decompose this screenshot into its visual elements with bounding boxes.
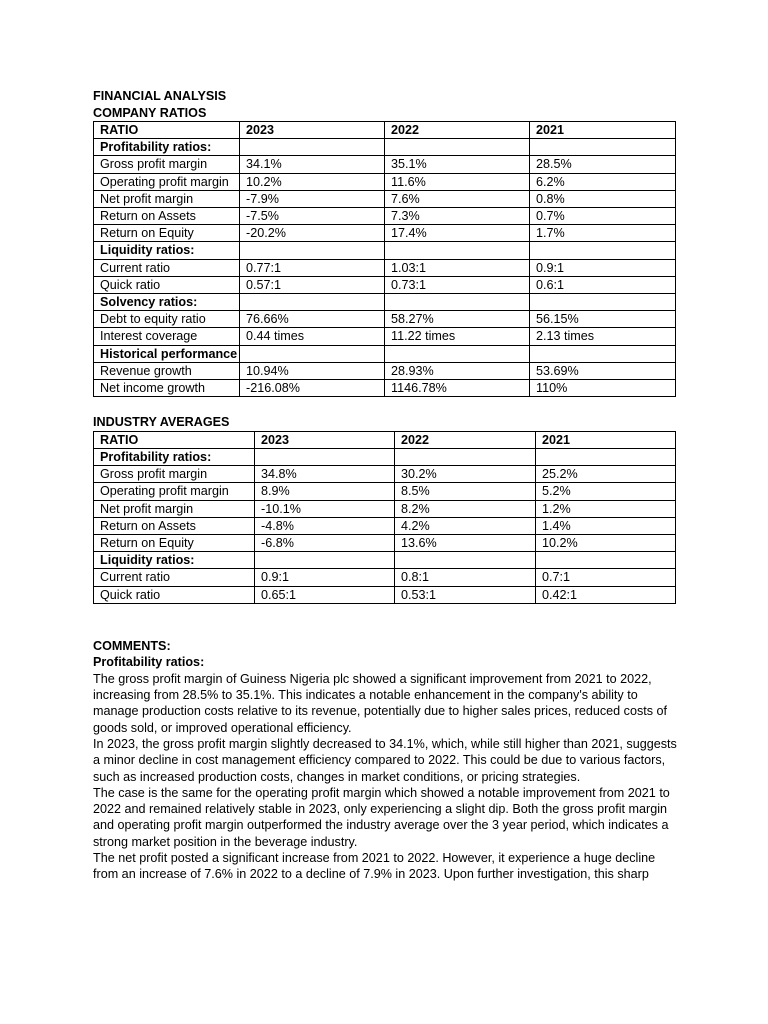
ratio-name-cell: Operating profit margin [94,173,240,190]
value-cell: 0.65:1 [255,586,395,603]
value-cell: 11.22 times [385,328,530,345]
value-cell: 0.6:1 [530,276,676,293]
value-cell [255,552,395,569]
table-row [94,534,676,551]
value-cell: 0.42:1 [536,586,676,603]
value-cell [530,294,676,311]
ratio-name-cell: Return on Assets [94,517,255,534]
value-cell [240,345,385,362]
value-cell: 6.2% [530,173,676,190]
value-cell [530,242,676,259]
comments-subheading: Profitability ratios: [93,655,205,670]
section-label: Liquidity ratios: [94,242,240,259]
table-row [94,311,676,328]
table-row [94,380,676,397]
ratio-name-cell: Quick ratio [94,276,240,293]
value-cell: 58.27% [385,311,530,328]
value-cell: 10.2% [536,534,676,551]
section-label: Solvency ratios: [94,294,240,311]
ratio-name-cell: Return on Equity [94,225,240,242]
value-cell [240,139,385,156]
ratio-name-cell: Interest coverage [94,328,240,345]
ratio-name-cell: Gross profit margin [94,156,240,173]
table-row [94,276,676,293]
value-cell: 0.57:1 [240,276,385,293]
value-cell: 0.9:1 [530,259,676,276]
value-cell [240,242,385,259]
table-row [94,517,676,534]
value-cell: 8.5% [395,483,536,500]
section-row [94,294,676,311]
value-cell: 0.7% [530,208,676,225]
table-row [94,259,676,276]
comments-heading: COMMENTS: [93,638,171,653]
value-cell [395,552,536,569]
company-ratios-table [93,121,676,397]
value-cell [395,448,536,465]
value-cell: 0.9:1 [255,569,395,586]
column-header: 2022 [395,431,536,448]
value-cell: 1.2% [536,500,676,517]
table-row [94,173,676,190]
section-row [94,552,676,569]
value-cell: 0.53:1 [395,586,536,603]
value-cell: 0.8% [530,190,676,207]
section-row [94,345,676,362]
value-cell: 28.5% [530,156,676,173]
table-row [94,225,676,242]
company-ratios-heading: COMPANY RATIOS [93,105,207,120]
industry-averages-heading: INDUSTRY AVERAGES [93,415,230,430]
table-header-row [94,122,676,139]
value-cell: 1.4% [536,517,676,534]
value-cell: 4.2% [395,517,536,534]
value-cell: 34.1% [240,156,385,173]
value-cell [385,294,530,311]
value-cell [385,139,530,156]
ratio-name-cell: Gross profit margin [94,466,255,483]
value-cell: 34.8% [255,466,395,483]
column-header: 2023 [255,431,395,448]
ratio-name-cell: Revenue growth [94,362,240,379]
value-cell: 5.2% [536,483,676,500]
value-cell [240,294,385,311]
value-cell: 7.6% [385,190,530,207]
value-cell [385,242,530,259]
table-row [94,586,676,603]
column-header: 2021 [530,122,676,139]
value-cell: -20.2% [240,225,385,242]
value-cell: 0.77:1 [240,259,385,276]
column-header: 2022 [385,122,530,139]
table-header-row [94,431,676,448]
section-label: Profitability ratios: [94,139,240,156]
section-label: Profitability ratios: [94,448,255,465]
table-row [94,569,676,586]
value-cell [536,552,676,569]
column-header: 2021 [536,431,676,448]
comment-paragraph: In 2023, the gross profit margin slightly decreased to 34.1%, which, while still higher than 2021, suggests a minor decline in cost management efficiency compared to 2022. This could be due to various factors, such as increased production costs, changes in market conditions, or pricing strategies. [93,736,677,784]
comments-section [93,638,683,883]
value-cell: 10.2% [240,173,385,190]
column-header: RATIO [94,431,255,448]
value-cell: -10.1% [255,500,395,517]
value-cell [255,448,395,465]
value-cell: 28.93% [385,362,530,379]
table-row [94,208,676,225]
value-cell: 53.69% [530,362,676,379]
comment-paragraph: The case is the same for the operating profit margin which showed a notable improvement from 2021 to 2022 and remained relatively stable in 2023, only experiencing a slight dip. Both the gross profit margin and operating profit margin outperformed the industry average over the 3 year period, which indicates a strong market position in the beverage industry. [93,785,670,849]
comment-paragraph: The net profit posted a significant increase from 2021 to 2022. However, it experience a huge decline from an increase of 7.6% in 2022 to a decline of 7.9% in 2023. Upon further investigation, this sharp [93,851,656,882]
value-cell: 1146.78% [385,380,530,397]
ratio-name-cell: Current ratio [94,259,240,276]
value-cell: 25.2% [536,466,676,483]
column-header: RATIO [94,122,240,139]
value-cell [536,448,676,465]
comment-paragraph: The gross profit margin of Guiness Nigeria plc showed a significant improvement from 2021 to 2022, increasing from 28.5% to 35.1%. This indicates a notable enhancement in the company's ability to manage production costs relative to its revenue, potentially due to higher sales prices, reduced costs of goods sold, or improved operational efficiency. [93,671,668,735]
ratio-name-cell: Net income growth [94,380,240,397]
table-row [94,156,676,173]
value-cell: 10.94% [240,362,385,379]
value-cell: 8.9% [255,483,395,500]
value-cell: 11.6% [385,173,530,190]
value-cell: 1.03:1 [385,259,530,276]
value-cell: 35.1% [385,156,530,173]
ratio-name-cell: Return on Assets [94,208,240,225]
ratio-name-cell: Quick ratio [94,586,255,603]
ratio-name-cell: Debt to equity ratio [94,311,240,328]
value-cell: 0.8:1 [395,569,536,586]
value-cell: -7.9% [240,190,385,207]
value-cell: 1.7% [530,225,676,242]
value-cell: 0.73:1 [385,276,530,293]
section-row [94,448,676,465]
value-cell: 7.3% [385,208,530,225]
value-cell: 76.66% [240,311,385,328]
table-row [94,483,676,500]
section-label: Historical performance [94,345,240,362]
value-cell [530,139,676,156]
value-cell: 8.2% [395,500,536,517]
value-cell: 17.4% [385,225,530,242]
value-cell: -6.8% [255,534,395,551]
document-title: FINANCIAL ANALYSIS [93,89,227,103]
value-cell: -216.08% [240,380,385,397]
column-header: 2023 [240,122,385,139]
value-cell: 30.2% [395,466,536,483]
section-row [94,139,676,156]
section-row [94,242,676,259]
table-row [94,466,676,483]
value-cell: 110% [530,380,676,397]
ratio-name-cell: Current ratio [94,569,255,586]
industry-averages-table [93,431,676,604]
value-cell: 13.6% [395,534,536,551]
value-cell: -4.8% [255,517,395,534]
ratio-name-cell: Net profit margin [94,190,240,207]
section-label: Liquidity ratios: [94,552,255,569]
value-cell [385,345,530,362]
value-cell [530,345,676,362]
document-page [93,88,675,883]
table-row [94,328,676,345]
table-row [94,500,676,517]
ratio-name-cell: Net profit margin [94,500,255,517]
table-row [94,190,676,207]
value-cell: 2.13 times [530,328,676,345]
value-cell: 0.44 times [240,328,385,345]
ratio-name-cell: Operating profit margin [94,483,255,500]
ratio-name-cell: Return on Equity [94,534,255,551]
value-cell: -7.5% [240,208,385,225]
value-cell: 0.7:1 [536,569,676,586]
table-row [94,362,676,379]
value-cell: 56.15% [530,311,676,328]
